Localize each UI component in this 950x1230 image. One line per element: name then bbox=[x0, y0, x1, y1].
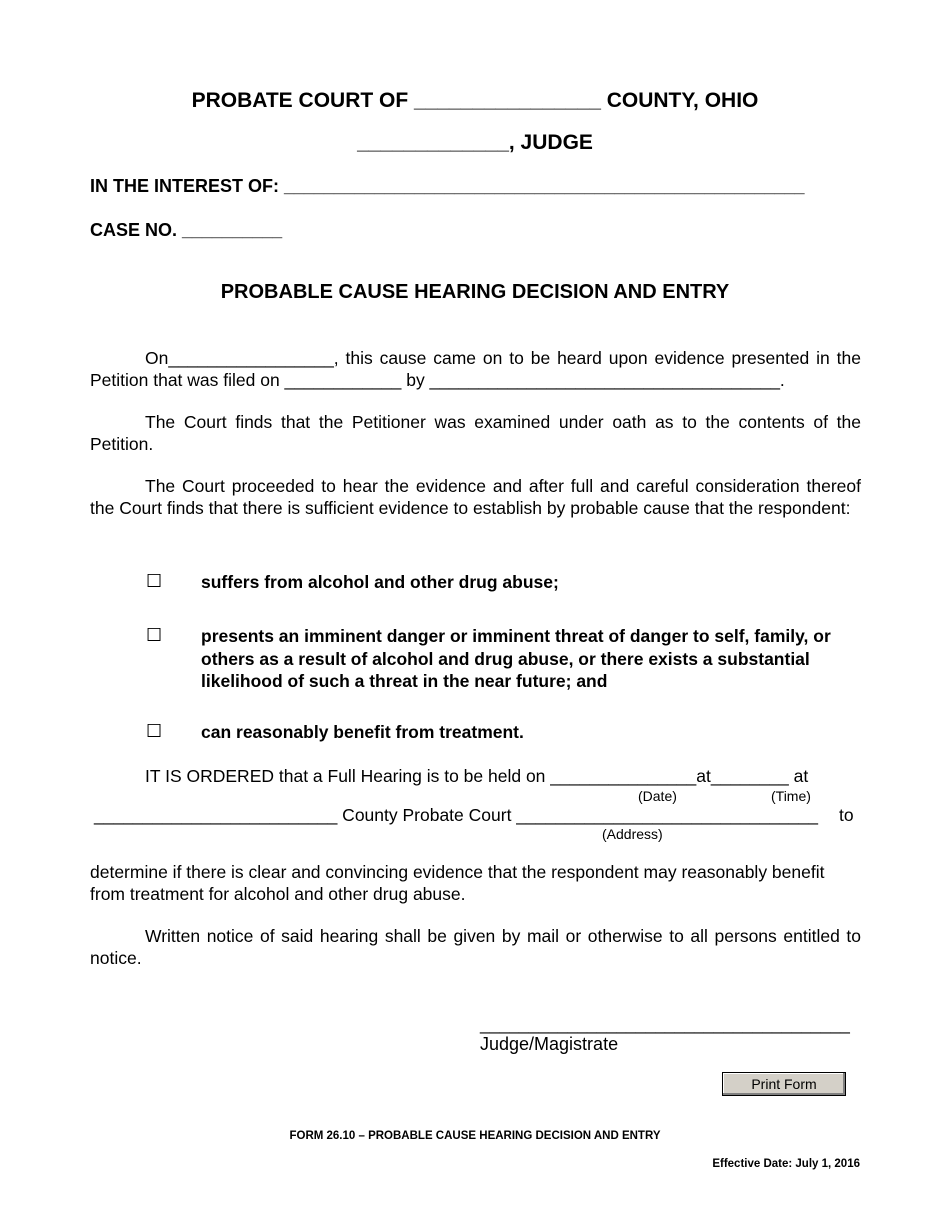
caption-time: (Time) bbox=[771, 788, 811, 804]
finding-drug-abuse: suffers from alcohol and other drug abuse; bbox=[201, 572, 559, 592]
paragraph-court-findings-text: The Court proceeded to hear the evidence and after full and careful consideration thereof the Court finds that there is sufficient evidence to establish by probable cause that the respondent: bbox=[90, 476, 861, 518]
interest-of-label: IN THE INTEREST OF: ____________________________________________________ bbox=[90, 176, 805, 196]
finding-benefit-treatment: can reasonably benefit from treatment. bbox=[201, 722, 524, 742]
paragraph-hearing-intro bbox=[90, 348, 861, 391]
footer-effective-date: Effective Date: July 1, 2016 bbox=[712, 1158, 860, 1170]
paragraph-court-findings bbox=[90, 476, 861, 519]
form-title: PROBABLE CAUSE HEARING DECISION AND ENTRY bbox=[220, 281, 730, 303]
paragraph-written-notice-text: Written notice of said hearing shall be given by mail or otherwise to all persons entitled to notice. bbox=[90, 926, 861, 968]
court-heading: PROBATE COURT OF ________________ COUNTY, OHIO bbox=[191, 89, 759, 112]
order-line-court-address: _________________________ County Probate Court _______________________________ bbox=[94, 805, 819, 825]
checkbox-finding-drug-abuse[interactable]: ☐ bbox=[146, 571, 163, 591]
finding-imminent-danger: presents an imminent danger or imminent threat of danger to self, family, or others as a result of alcohol and drug abuse, or there exists a substantial likelihood of such a threat in the near future; and bbox=[201, 626, 831, 691]
judge-heading: _____________, JUDGE bbox=[357, 131, 593, 154]
checkbox-finding-imminent-danger[interactable]: ☐ bbox=[146, 625, 163, 645]
paragraph-written-notice bbox=[90, 926, 861, 969]
footer-form-title: FORM 26.10 – PROBABLE CAUSE HEARING DECISION AND ENTRY bbox=[289, 1130, 661, 1142]
signature-label: Judge/Magistrate bbox=[480, 1034, 619, 1054]
signature-line: ______________________________________ bbox=[480, 1014, 850, 1034]
order-line-hearing: IT IS ORDERED that a Full Hearing is to be held on _______________at________ at bbox=[145, 766, 809, 786]
paragraph-hearing-intro-text: On_________________, this cause came on to be heard upon evidence presented in the Petition that was filed on ____________ by ____________________________________. bbox=[90, 348, 861, 390]
paragraph-determine: determine if there is clear and convincing evidence that the respondent may reasonably benefit from treatment for alcohol and other drug abuse. bbox=[90, 862, 825, 904]
paragraph-petitioner-examined-text: The Court finds that the Petitioner was examined under oath as to the contents of the Petition. bbox=[90, 412, 861, 454]
paragraph-petitioner-examined bbox=[90, 412, 861, 455]
caption-address: (Address) bbox=[602, 826, 663, 842]
case-number-label: CASE NO. __________ bbox=[90, 220, 283, 240]
order-line-to: to bbox=[839, 805, 854, 825]
print-form-button[interactable]: Print Form bbox=[722, 1072, 846, 1096]
checkbox-finding-benefit[interactable]: ☐ bbox=[146, 721, 163, 741]
caption-date: (Date) bbox=[638, 788, 677, 804]
